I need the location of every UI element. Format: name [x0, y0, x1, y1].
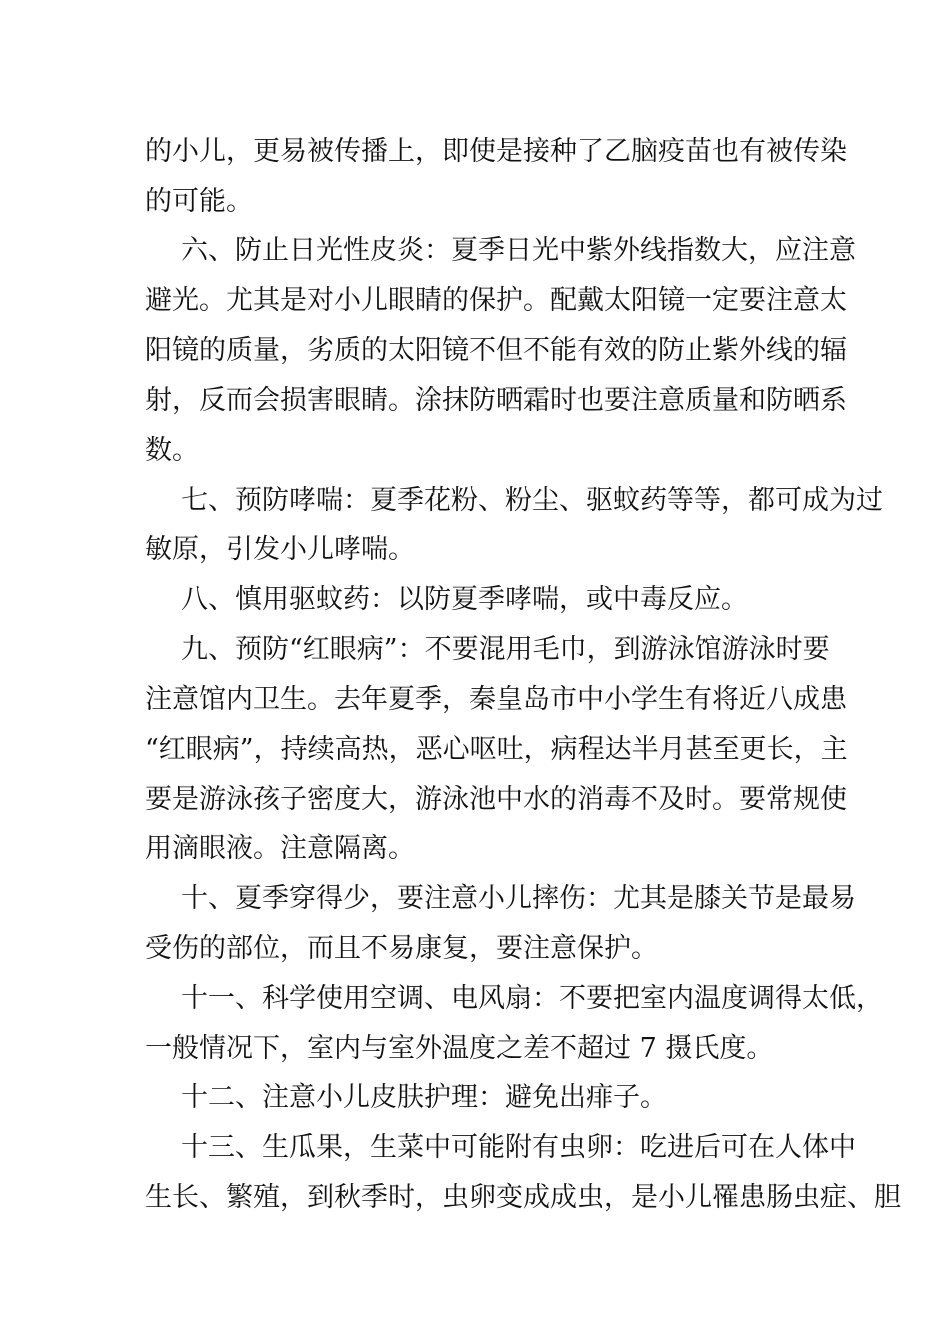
text-line-1: 的小儿，更易被传播上，即使是接种了乙脑疫苗也有被传染 — [145, 136, 847, 167]
text-line-10: 八、慎用驱蚊药：以防夏季哮喘，或中毒反应。 — [181, 584, 748, 615]
text-line-14: 要是游泳孩子密度大，游泳池中水的消毒不及时。要常规使 — [145, 784, 847, 815]
text-line-18: 十一、科学使用空调、电风扇：不要把室内温度调得太低， — [181, 983, 883, 1014]
text-line-5: 阳镜的质量，劣质的太阳镜不但不能有效的防止紫外线的辐 — [145, 335, 847, 366]
text-line-17: 受伤的部位，而且不易康复，要注意保护。 — [145, 933, 658, 964]
text-line-8: 七、预防哮喘：夏季花粉、粉尘、驱蚊药等等，都可成为过 — [181, 485, 883, 516]
text-line-15: 用滴眼液。注意隔离。 — [145, 833, 415, 864]
text-line-16: 十、夏季穿得少，要注意小儿摔伤：尤其是膝关节是最易 — [181, 883, 856, 914]
text-line-12: 注意馆内卫生。去年夏季，秦皇岛市中小学生有将近八成患 — [145, 684, 847, 715]
text-line-19: 一般情况下，室内与室外温度之差不超过 7 摄氏度。 — [145, 1033, 774, 1064]
text-line-13: “红眼病”，持续高热，恶心呕吐，病程达半月甚至更长，主 — [145, 734, 848, 765]
text-line-4: 避光。尤其是对小儿眼睛的保护。配戴太阳镜一定要注意太 — [145, 285, 847, 316]
text-line-7: 数。 — [145, 435, 199, 466]
text-line-9: 敏原，引发小儿哮喘。 — [145, 534, 415, 565]
text-line-2: 的可能。 — [145, 186, 253, 217]
text-line-21: 十三、生瓜果，生菜中可能附有虫卵：吃进后可在人体中 — [181, 1132, 856, 1163]
text-line-11: 九、预防“红眼病”：不要混用毛巾，到游泳馆游泳时要 — [181, 634, 830, 665]
text-line-22: 生长、繁殖，到秋季时，虫卵变成成虫，是小儿罹患肠虫症、胆 — [145, 1182, 901, 1213]
text-line-6: 射，反而会损害眼睛。涂抹防晒霜时也要注意质量和防晒系 — [145, 385, 847, 416]
text-line-3: 六、防止日光性皮炎：夏季日光中紫外线指数大，应注意 — [181, 235, 856, 266]
text-line-20: 十二、注意小儿皮肤护理：避免出痱子。 — [181, 1082, 667, 1113]
